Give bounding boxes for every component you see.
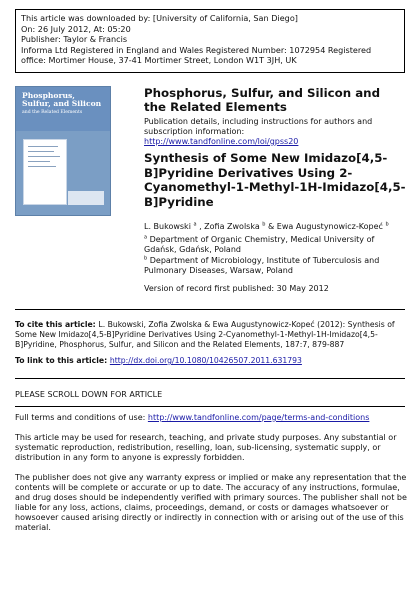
author-name: L. Bukowski [144,222,194,231]
author-name: , Zofia Zwolska [196,222,263,231]
affiliation-text: Department of Organic Chemistry, Medical University of Gdańsk, Gdańsk, Poland [144,235,375,254]
download-notice-line: On: 26 July 2012, At: 05:20 [21,23,131,34]
citation-block [15,320,405,351]
affiliation-mark: b [144,255,148,262]
author-name: & Ewa Augustynowicz-Kopeć [265,222,386,231]
divider [15,406,405,407]
author-affiliation-mark: a [193,221,197,228]
citation-label: To cite this article: [15,320,99,329]
author-affiliation-mark: b [385,221,389,228]
cover-title-line: and the Related Elements [22,109,83,115]
download-notice-line: Publisher: Taylor & Francis [21,34,128,45]
journal-title: Phosphorus, Sulfur, and Silicon and the Related Elements [144,86,381,114]
cover-title [22,92,104,117]
download-notice-line: Informa Ltd Registered in England and Wales Registered Number: 1072954 Registered [21,44,372,55]
cover-title-line: Phosphorus, [22,91,75,100]
download-notice-line: This article was downloaded by: [University of California, San Diego] [21,13,298,23]
article-link-block [15,356,405,365]
publication-details-text: Publication details, including instructions for authors and subscription information: [144,117,373,136]
affiliation-a [144,235,408,255]
divider [15,309,405,310]
article-title: Synthesis of Some New Imidazo[4,5-B]Pyridine Derivatives Using 2-Cyanomethyl-1-Methyl-1H-Imidazo[4,5-B]Pyridine [144,151,406,209]
cover-text-line [28,156,60,157]
affiliation-text: Department of Microbiology, Institute of Tuberculosis and Pulmonary Diseases, Warsaw, Poland [144,256,380,275]
cover-text-line [28,146,58,147]
download-notice-box [15,9,405,73]
author-list [144,222,408,232]
affiliation-b [144,256,408,276]
record-published-date: Version of record first published: 30 May 2012 [144,284,329,293]
scroll-notice: PLEASE SCROLL DOWN FOR ARTICLE [15,390,163,399]
cover-text-line [28,151,54,152]
cover-contents-panel [23,139,67,205]
terms-of-use [15,413,405,422]
publication-details [144,117,404,147]
article-link-label: To link to this article: [15,356,110,365]
citation-text: L. Bukowski, Zofia Zwolska & Ewa Augustynowicz-Kopeć (2012): Synthesis of Some New Imidazo[4,5-B]Pyridine Derivatives Using 2-Cyanomethyl-1-Methyl-1H-Imidazo[4,5-B]Pyridine, Phosphorus, Sulfur, and Silicon and the Related Elements, 187:7, 879-887 [15,320,395,350]
cover-publisher-block [68,191,104,205]
cover-title-line: Sulfur, and Silicon [22,99,102,109]
download-notice-line: office: Mortimer House, 37-41 Mortimer Street, London W1T 3JH, UK [21,55,297,66]
doi-link[interactable]: http://dx.doi.org/10.1080/10426507.2011.631793 [109,356,302,365]
cover-text-line [28,161,50,162]
author-affiliation-mark: b [262,221,266,228]
divider [15,378,405,379]
journal-cover-image [15,86,111,216]
affiliation-mark: a [144,234,148,241]
journal-url-link[interactable]: http://www.tandfonline.com/loi/gpss20 [144,137,299,146]
usage-paragraph: This article may be used for research, teaching, and private study purposes. Any substantial or systematic reproduction, redistribution, reselling, loan, sub-licensing, systematic supply, or distribution in any form to anyone is expressly forbidden. [15,433,397,463]
terms-link[interactable]: http://www.tandfonline.com/page/terms-and-conditions [147,413,370,422]
cover-text-line [28,166,56,167]
disclaimer-paragraph: The publisher does not give any warranty express or implied or make any representation that the contents will be complete or accurate or up to date. The accuracy of any instructions, formulae, and drug doses should be independently verified with primary sources. The publisher shall not be liable for any loss, actions, claims, proceedings, demand, or costs or damages whatsoever or howsoever caused arising directly or indirectly in connection with or arising out of the use of this material. [15,473,407,533]
terms-label: Full terms and conditions of use: [15,413,148,422]
